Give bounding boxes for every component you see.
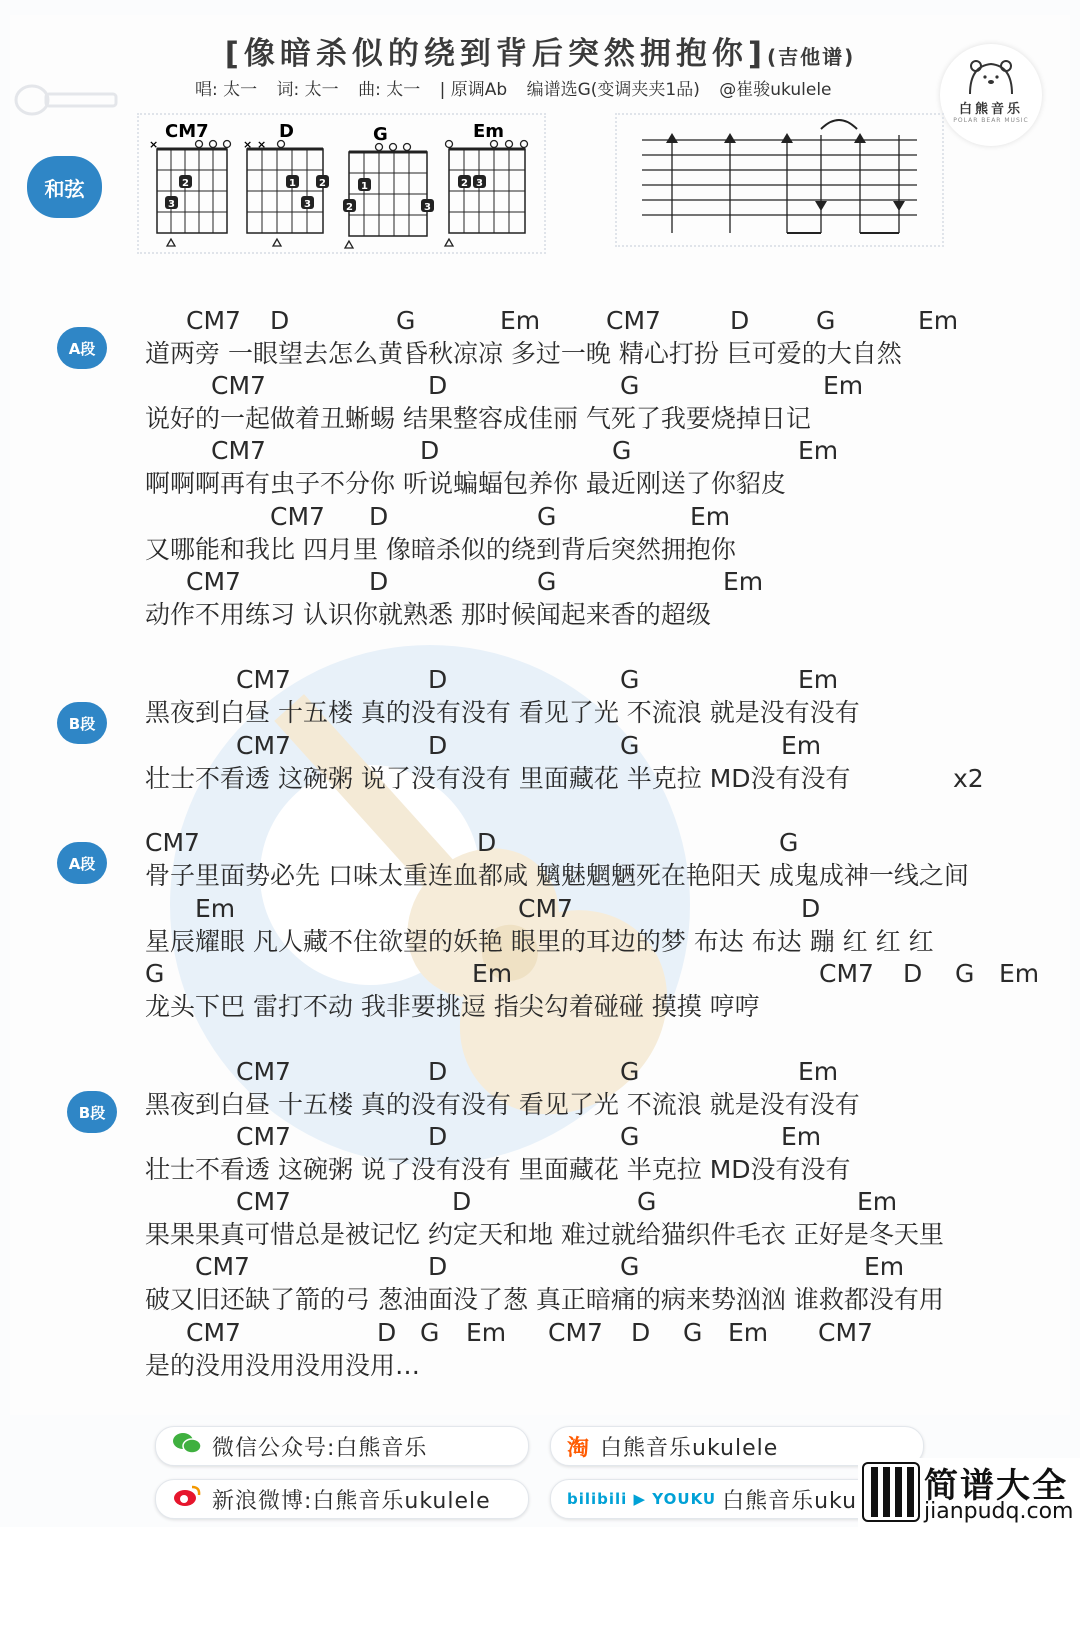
chord-label: CM7 [818, 1318, 873, 1347]
chord-label: Em [798, 665, 839, 694]
credit-original-key: | 原调Ab [439, 80, 508, 100]
chord-diagram-em [445, 121, 528, 246]
taobao-text: 白熊音乐ukulele [600, 1435, 779, 1461]
chord-name-cm7: CM7 [165, 121, 209, 142]
chord-label: G [145, 959, 165, 988]
chord-diagrams-panel [137, 113, 546, 254]
chord-label: D [377, 1318, 397, 1347]
wechat-text: 微信公众号:白熊音乐 [212, 1435, 428, 1461]
chord-label: CM7 [186, 306, 241, 335]
chord-label: Em [781, 1122, 822, 1151]
chord-label: G [620, 665, 640, 694]
svg-text:2: 2 [319, 178, 326, 189]
chord-line [0, 959, 1080, 989]
chord-label: G [612, 436, 632, 465]
chord-line [0, 306, 1080, 336]
bilibili-youku-icon: bilibili ▶ YOUKU [567, 1490, 717, 1508]
song-title [0, 28, 1080, 73]
chord-label: G [420, 1318, 440, 1347]
lyric-line: 龙头下巴 雷打不动 我非要挑逗 指尖勾着碰碰 摸摸 哼哼 [145, 992, 760, 1021]
site-watermark [858, 1458, 1080, 1527]
lyric-line: 星辰耀眼 凡人藏不住欲望的妖艳 眼里的耳边的梦 布达 布达 蹦 红 红 红 [145, 927, 934, 956]
chord-label: CM7 [186, 567, 241, 596]
chord-name-em: Em [473, 121, 505, 142]
chord-label: G [779, 828, 799, 857]
svg-text:1: 1 [289, 178, 296, 189]
chord-label: CM7 [819, 959, 874, 988]
chord-label: CM7 [518, 894, 573, 923]
svg-text:×: × [257, 138, 267, 151]
chord-label: D [428, 1122, 448, 1151]
chord-label: Em [918, 306, 959, 335]
strum-pattern-icon [617, 115, 942, 245]
svg-text:3: 3 [304, 199, 311, 210]
title-suffix: (吉他谱) [767, 45, 856, 69]
chord-label: Em [857, 1187, 898, 1216]
chord-line [0, 502, 1080, 532]
piano-icon [862, 1462, 920, 1522]
chord-label: D [369, 567, 389, 596]
video-text: 白熊音乐uku [722, 1488, 858, 1514]
svg-text:3: 3 [168, 199, 175, 210]
credits-line [195, 75, 846, 100]
chord-label: D [631, 1318, 651, 1347]
chord-label: Em [864, 1252, 905, 1281]
chord-label: Em [728, 1318, 769, 1347]
chord-label: CM7 [236, 731, 291, 760]
chord-line [0, 1318, 1080, 1348]
svg-text:×: × [243, 138, 253, 151]
polar-bear-logo [940, 44, 1042, 146]
weibo-text: 新浪微博:白熊音乐ukulele [212, 1488, 491, 1514]
chord-line [0, 371, 1080, 401]
chord-label: D [270, 306, 290, 335]
chord-label: D [452, 1187, 472, 1216]
lyric-line: 说好的一起做着丑蜥蜴 结果整容成佳丽 气死了我要烧掉日记 [145, 404, 811, 433]
credit-composer: 曲: 太一 [358, 80, 421, 100]
lyric-line: 动作不用练习 认识你就熟悉 那时候闻起来香的超级 [145, 600, 711, 629]
svg-text:3: 3 [476, 178, 483, 189]
chord-label: D [428, 731, 448, 760]
logo-text-en: POLAR BEAR MUSIC [953, 117, 1029, 124]
chord-label: G [620, 371, 640, 400]
chord-label: G [396, 306, 416, 335]
lyric-line: 壮士不看透 这碗粥 说了没有没有 里面藏花 半克拉 MD没有没有 [145, 764, 851, 793]
lyric-line: 是的没用没用没用没用… [145, 1351, 421, 1380]
lyric-line: 又哪能和我比 四月里 像暗杀似的绕到背后突然拥抱你 [145, 535, 736, 564]
chord-label: CM7 [236, 1187, 291, 1216]
credit-singer: 唱: 太一 [195, 80, 258, 100]
chord-line [0, 567, 1080, 597]
chord-diagram-g [343, 124, 434, 248]
chord-label: G [637, 1187, 657, 1216]
chord-label: D [420, 436, 440, 465]
svg-text:3: 3 [424, 202, 431, 213]
weibo-icon [172, 1484, 202, 1514]
chord-line [0, 1057, 1080, 1087]
chords-badge: 和弦 [27, 156, 102, 218]
chord-label: D [428, 1252, 448, 1281]
chord-label: G [816, 306, 836, 335]
chord-line [0, 731, 1080, 761]
chord-label: G [620, 1252, 640, 1281]
chord-label: G [683, 1318, 703, 1347]
chord-label: D [369, 502, 389, 531]
chord-label: Em [466, 1318, 507, 1347]
svg-text:2: 2 [346, 202, 353, 213]
section-badge-a1: A段 [57, 327, 107, 369]
chord-label: CM7 [145, 828, 200, 857]
chord-label: G [955, 959, 975, 988]
chord-label: CM7 [195, 1252, 250, 1281]
wechat-icon [172, 1431, 202, 1461]
chord-diagrams [139, 115, 544, 252]
weibo-pill[interactable] [155, 1479, 529, 1519]
chord-label: D [428, 371, 448, 400]
chord-label: Em [500, 306, 541, 335]
chord-label: D [428, 1057, 448, 1086]
section-badge-a2: A段 [57, 842, 107, 884]
chord-label: G [620, 1122, 640, 1151]
chord-label: CM7 [548, 1318, 603, 1347]
chord-label: CM7 [211, 436, 266, 465]
chord-label: G [537, 502, 557, 531]
chord-label: Em [472, 959, 513, 988]
chord-line [0, 1187, 1080, 1217]
chord-line [0, 665, 1080, 695]
chord-line [0, 1122, 1080, 1152]
credit-arranged-key: 编谱选G(变调夹夹1品) [526, 80, 700, 100]
taobao-icon: 淘 [567, 1435, 591, 1461]
svg-text:×: × [149, 138, 159, 151]
lyric-line: 骨子里面势必先 口味太重连血都咸 魑魅魍魉死在艳阳天 成鬼成神一线之间 [145, 861, 969, 890]
chord-name-d: D [279, 121, 294, 142]
chord-name-g: G [373, 124, 388, 145]
chord-label: Em [723, 567, 764, 596]
chord-label: Em [798, 1057, 839, 1086]
chord-label: CM7 [236, 665, 291, 694]
ukulele-icon [12, 80, 122, 120]
chord-line [0, 1252, 1080, 1282]
chord-label: Em [195, 894, 236, 923]
title-text: [像暗杀似的绕到背后突然拥抱你] [224, 36, 768, 72]
chord-line [0, 436, 1080, 466]
chord-diagram-cm7 [149, 121, 231, 246]
chord-label: CM7 [236, 1057, 291, 1086]
credit-arranger: @崔骏ukulele [719, 80, 832, 100]
site-name: 简谱大全 [924, 1466, 1068, 1506]
chord-label: Em [781, 731, 822, 760]
chord-label: CM7 [236, 1122, 291, 1151]
lyric-line: 黑夜到白昼 十五楼 真的没有没有 看见了光 不流浪 就是没有没有 [145, 698, 860, 727]
chord-line [0, 828, 1080, 858]
chord-line [0, 894, 1080, 924]
chord-label: Em [999, 959, 1040, 988]
chord-label: Em [690, 502, 731, 531]
credit-lyricist: 词: 太一 [276, 80, 339, 100]
chord-label: G [537, 567, 557, 596]
chord-label: D [730, 306, 750, 335]
wechat-pill[interactable] [155, 1426, 529, 1466]
chord-label: CM7 [211, 371, 266, 400]
lyric-line: 果果果真可惜总是被记忆 约定天和地 难过就给猫织件毛衣 正好是冬天里 [145, 1220, 944, 1249]
chord-label: CM7 [270, 502, 325, 531]
chord-label: D [477, 828, 497, 857]
chord-label: CM7 [186, 1318, 241, 1347]
lyric-line: 破又旧还缺了箭的弓 葱油面没了葱 真正暗痛的病来势汹汹 谁救都没有用 [145, 1285, 944, 1314]
chord-label: Em [823, 371, 864, 400]
chord-label: Em [798, 436, 839, 465]
lyric-line: 啊啊啊再有虫子不分你 听说蝙蝠包养你 最近刚送了你貂皮 [145, 469, 786, 498]
lyric-line: 道两旁 一眼望去怎么黄昏秋凉凉 多过一晚 精心打扮 巨可爱的大自然 [145, 339, 902, 368]
lyric-line: 黑夜到白昼 十五楼 真的没有没有 看见了光 不流浪 就是没有没有 [145, 1090, 860, 1119]
svg-text:2: 2 [461, 178, 468, 189]
repeat-marker: x2 [953, 764, 984, 793]
chord-label: D [428, 665, 448, 694]
svg-text:1: 1 [361, 181, 368, 192]
chord-diagram-d [243, 121, 329, 246]
chord-label: D [903, 959, 923, 988]
chord-label: G [620, 1057, 640, 1086]
polar-bear-icon [940, 44, 1042, 98]
lyric-line: 壮士不看透 这碗粥 说了没有没有 里面藏花 半克拉 MD没有没有 [145, 1155, 851, 1184]
site-url: jianpudq.com [924, 1499, 1074, 1524]
chord-label: G [620, 731, 640, 760]
logo-text-cn: 白熊音乐 [958, 102, 1023, 117]
section-badge-b2: B段 [67, 1091, 117, 1133]
strum-pattern-panel [615, 113, 944, 247]
chord-label: CM7 [606, 306, 661, 335]
section-badge-b1: B段 [57, 702, 107, 744]
chord-label: D [801, 894, 821, 923]
svg-text:2: 2 [182, 178, 189, 189]
